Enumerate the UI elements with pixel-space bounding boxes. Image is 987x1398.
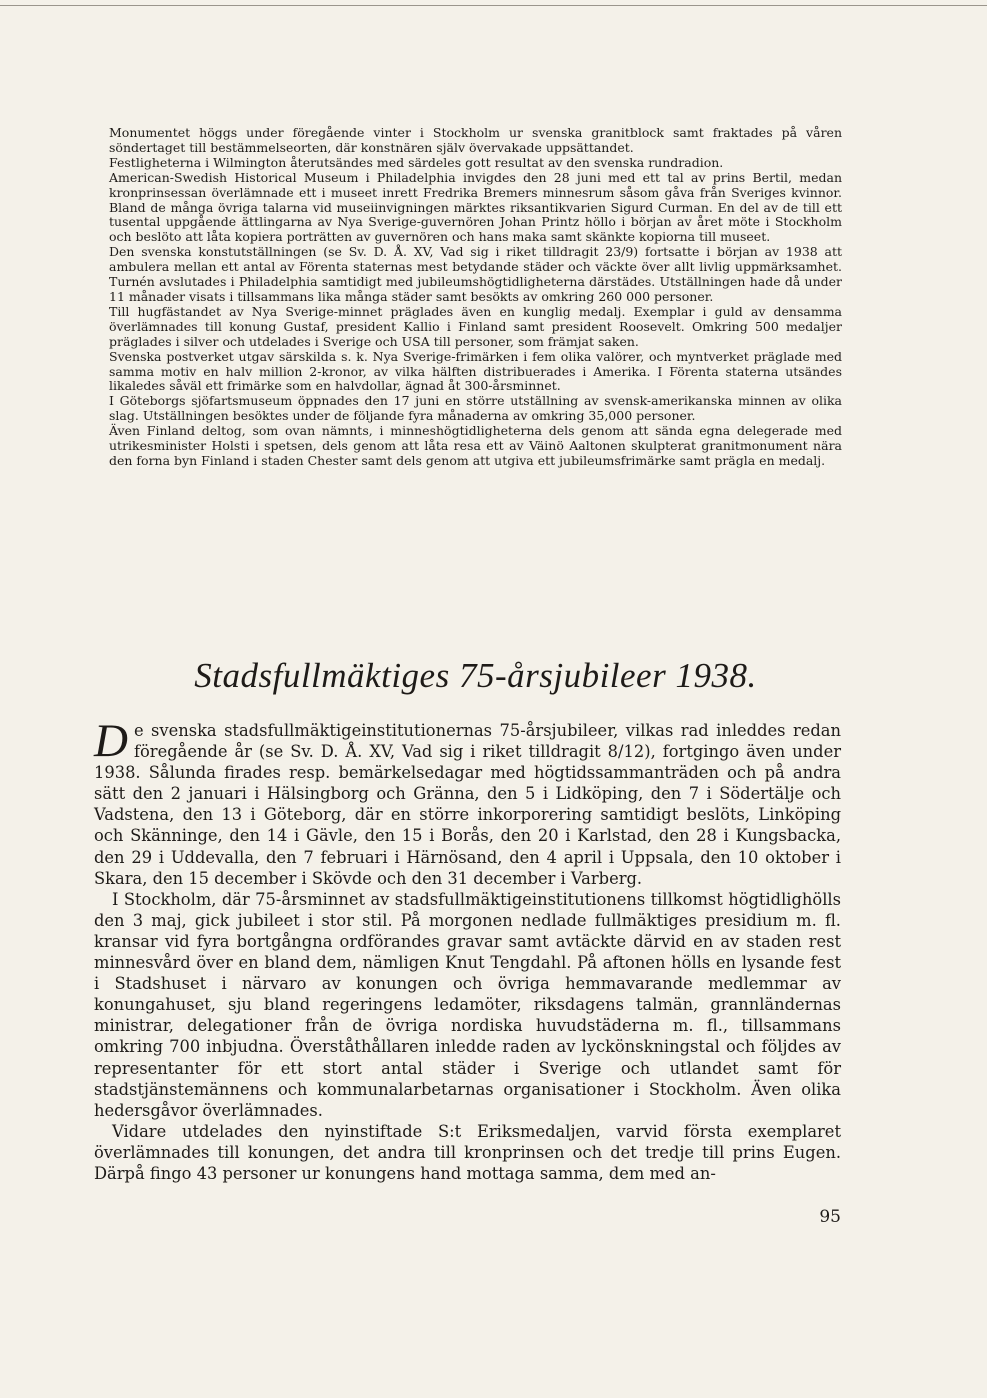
paragraph-medal: Till hugfästandet av Nya Sverige-minnet präglades även en kunglig medalj. Exemplar i guld av densamma överlämnades till konung Gustaf, president Kallio i Finland samt president Roosevelt. Omkring 500 medaljer präglades i silver och utdelades i Sverige och USA till personer, som främjat saken. [109, 303, 842, 349]
paragraph-stamps: Svenska postverket utgav särskilda s. k. Nya Sverige-frimärken i fem olika valörer, och myntverket präglade med samma motiv en halv million 2-kronor, av vilka hälften distribuerades i Amerika. I Förenta staterna utsändes likaledes såväl ett frimärke som en halvdollar, ägnad åt 300-årsminnet. [109, 348, 842, 394]
section-heading: Stadsfullmäktiges 75-årsjubileer 1938. [194, 656, 757, 695]
paragraph-art-exhibition: Den svenska konstutställningen (se Sv. D. Å. XV, Vad sig i riket tilldragit 23/9) fortsatte i början av 1938 att ambulera mellan ett antal av Förenta staternas mest betydande städer och väckte över allt livlig uppmärksamhet. Turnén avslutades i Philadelphia samtidigt med jubileumshögtidligheterna därstädes. Utställningen hade då under 11 månader visats i tillsammans lika många städer samt besökts av omkring 260 000 personer. [109, 244, 842, 304]
paragraph-stockholm: I Stockholm, där 75-årsminnet av stadsfullmäktigeinstitutionens tillkomst högtidlighölls den 3 maj, gick jubileet i stor stil. På morgonen nedlade fullmäktiges presidium m. fl. kransar vid fyra bortgångna ordförandes gravar samt avtäckte därvid en av staden rest minnesvård över en bland dem, nämligen Knut Tengdahl. På aftonen hölls en lysande fest i Stadshuset i närvaro av konungen och övriga hemmavarande medlemmar av konungahuset, sju bland regeringens ledamöter, riksdagens talmän, grannländernas ministrar, delegationer från de övriga nordiska huvudstäderna m. fl., tillsammans omkring 700 inbjudna. Överståthållaren inledde raden av lyckönskningstal och följdes av representanter för ett stort antal städer i Sverige och utlandet samt för stadstjänstemännens och kommunalarbetarnas organisationer i Stockholm. Även olika hedersgåvor överlämnades. [94, 889, 841, 1120]
paragraph-intro-text: e svenska stadsfullmäktigeinstitutionernas 75-årsjubileer, vilkas rad inleddes redan föregående år (se Sv. D. Å. XV, Vad sig i riket tilldragit 8/12), fortgingo även under 1938. Sålunda firades resp. bemärkelsedagar med högtidssammanträden och på andra sätt den 2 januari i Hälsingborg och Gränna, den 5 i Lidköping, den 7 i Södertälje och Vadstena, den 13 i Göteborg, där en större inkorporering samtidigt beslöts, Linköping och Skänninge, den 14 i Gävle, den 15 i Borås, den 20 i Karlstad, den 28 i Kungsbacka, den 29 i Uddevalla, den 7 februari i Härnösand, den 4 april i Uppsala, den 10 oktober i Skara, den 15 december i Skövde och den 31 december i Varberg. [94, 721, 841, 888]
drop-cap: D [94, 715, 128, 767]
paragraph-museum: American-Swedish Historical Museum i Philadelphia invigdes den 28 juni med ett tal av prins Bertil, medan kronprinsessan överlämnade ett i museet inrett Fredrika Bremers minnesrum såsom gåva från Sveriges kvinnor. Bland de många övriga talarna vid museiinvigningen märktes riksantikvarien Sigurd Curman. En del av de till ett tusental uppgående ättlingarna av Nya Sverige-guvernören Johan Printz höllo i början av året möte i Stockholm och beslöto att låta kopiera porträtten av guvernören och hans maka samt skänkte kopiorna till museet. [109, 169, 842, 245]
paragraph-gothenburg: I Göteborgs sjöfartsmuseum öppnades den 17 juni en större utställning av svensk-amerikanska minnen av olika slag. Utställningen besöktes under de följande fyra månaderna av omkring 35,000 personer. [109, 393, 842, 424]
top-rule [0, 5, 987, 6]
paragraph-st-eriks-medal: Vidare utdelades den nyinstiftade S:t Eriksmedaljen, varvid första exemplaret överlämnades till konungen, det andra till kronprinsen och det tredje till prins Eugen. Därpå fingo 43 personer ur konungens hand mottaga samma, dem med an- [94, 1121, 841, 1183]
city-councils-section [94, 715, 841, 1184]
page-number: 95 [819, 1207, 841, 1227]
new-sweden-section [109, 126, 842, 469]
paragraph-finland: Även Finland deltog, som ovan nämnts, i minneshögtidligheterna dels genom att sända egna delegerade med utrikesminister Holsti i spetsen, dels genom att låta resa ett av Väinö Aaltonen skulpterat granitmonument nära den forna byn Finland i staden Chester samt dels genom att utgiva ett jubileumsfrimärke samt prägla en medalj. [109, 423, 842, 468]
paragraph-intro [94, 715, 841, 889]
paragraph-radio: Festligheterna i Wilmington återutsändes med särdeles gott resultat av den svenska rundradion. [109, 154, 724, 170]
paragraph-monument: Monumentet höggs under föregående vinter i Stockholm ur svenska granitblock samt fraktades på våren söndertaget till bestämmelseorten, där konstnären själv övervakade uppsättandet. [109, 125, 842, 155]
